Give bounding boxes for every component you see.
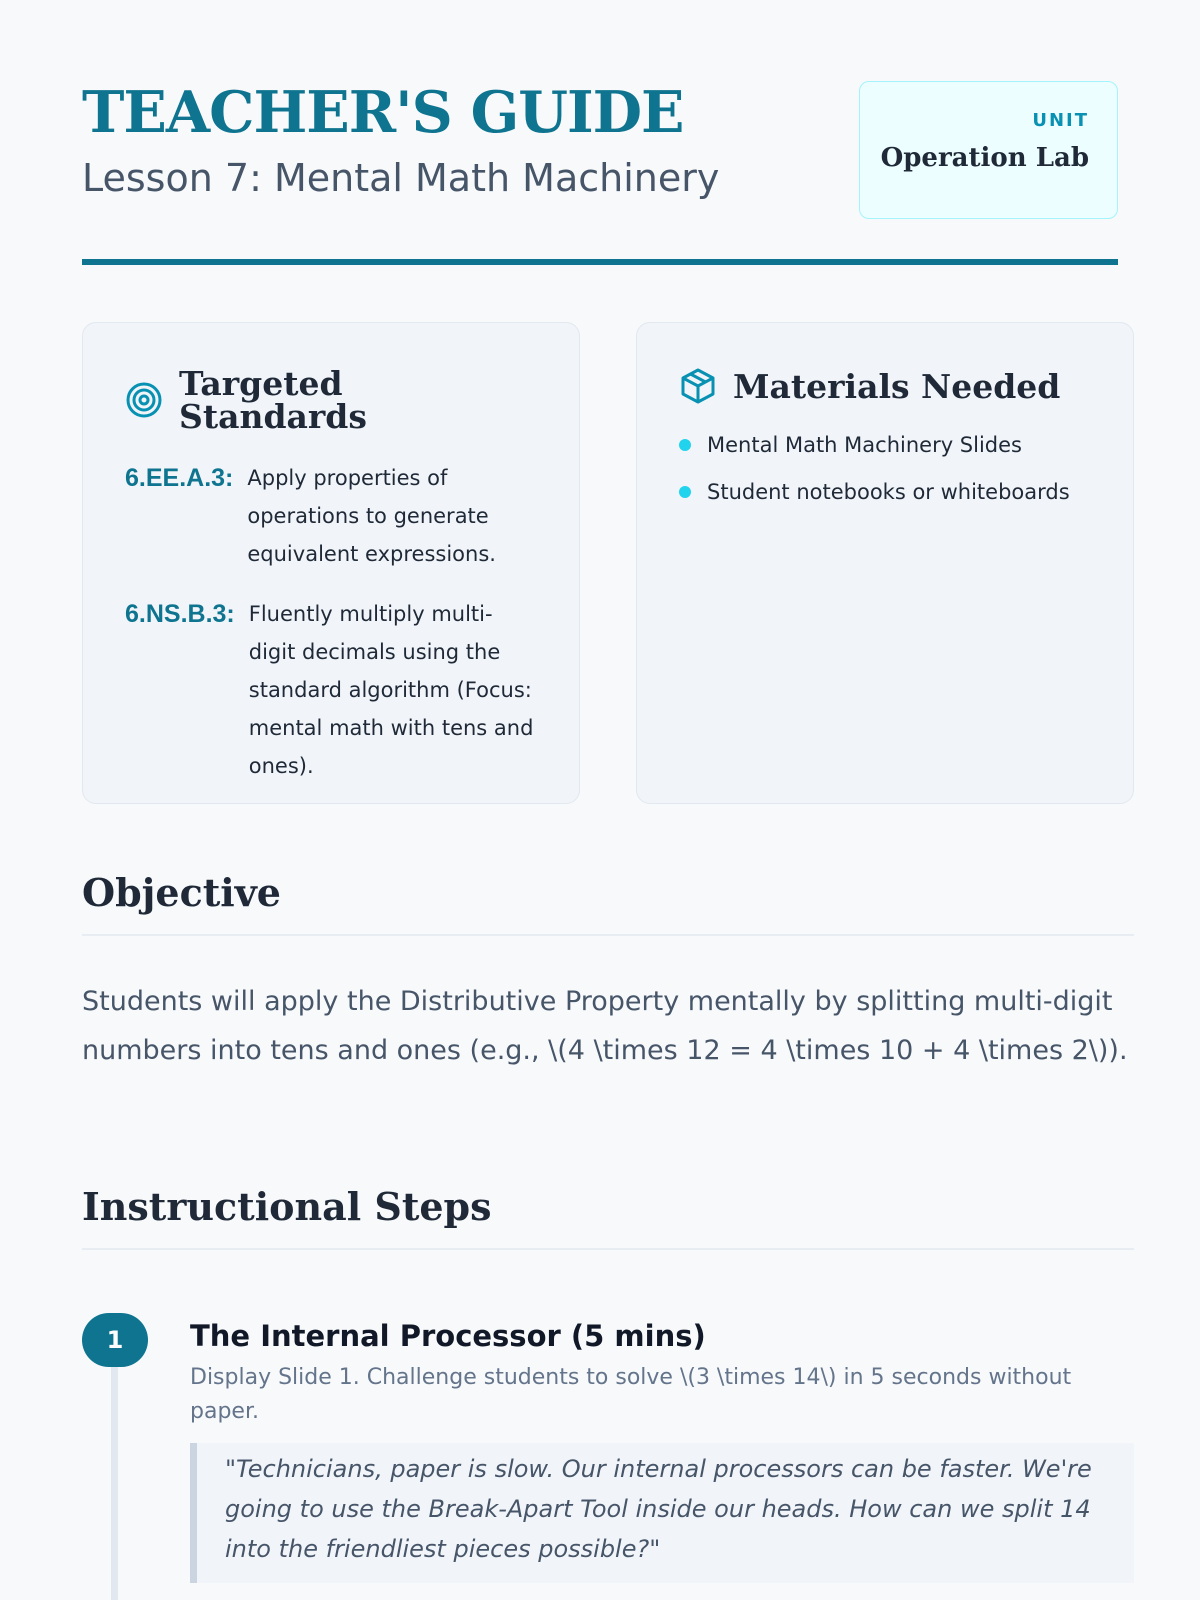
steps-divider bbox=[82, 1248, 1134, 1250]
lesson-subtitle: Lesson 7: Mental Math Machinery bbox=[82, 156, 720, 200]
material-label: Mental Math Machinery Slides bbox=[707, 433, 1022, 457]
standard-code: 6.NS.B.3: bbox=[125, 600, 235, 628]
standard-text: Apply properties of operations to generate equivalent expressions. bbox=[247, 466, 496, 566]
materials-card-header bbox=[679, 367, 1093, 405]
standard-item bbox=[125, 459, 539, 573]
list-item bbox=[679, 478, 1093, 506]
bullet-dot-icon bbox=[679, 486, 691, 498]
guide-title: TEACHER'S GUIDE bbox=[82, 79, 684, 146]
header-divider bbox=[82, 259, 1118, 265]
material-label: Student notebooks or whiteboards bbox=[707, 480, 1070, 504]
step-number-badge: 1 bbox=[82, 1313, 148, 1367]
step-body bbox=[190, 1317, 1134, 1583]
instructional-steps-heading: Instructional Steps bbox=[82, 1184, 492, 1229]
unit-label: UNIT bbox=[1032, 110, 1089, 131]
standard-item bbox=[125, 595, 539, 785]
objective-divider bbox=[82, 934, 1134, 936]
target-icon bbox=[125, 381, 163, 419]
standard-code: 6.EE.A.3: bbox=[125, 464, 234, 492]
step-teacher-quote: "Technicians, paper is slow. Our internal processors can be faster. We're going to use the Break-Apart Tool inside our heads. How can we split 14 into the friendliest pieces possible?" bbox=[190, 1443, 1134, 1583]
materials-title: Materials Needed bbox=[733, 366, 1061, 406]
objective-text: Students will apply the Distributive Property mentally by splitting multi-digit numbers into tens and ones (e.g., \(4 \times 12 = 4 \times 10 + 4 \times 2\)). bbox=[82, 986, 1128, 1066]
standards-title: Targeted Standards bbox=[179, 364, 367, 436]
bullet-dot-icon bbox=[679, 439, 691, 451]
standards-card bbox=[82, 322, 580, 804]
standards-card-header bbox=[125, 364, 539, 436]
info-cards bbox=[82, 322, 1134, 804]
page-header bbox=[82, 0, 1118, 267]
unit-name: Operation Lab bbox=[880, 143, 1089, 173]
materials-card bbox=[636, 322, 1134, 804]
standard-text: Fluently multiply multi-digit decimals using the standard algorithm (Focus: mental math with tens and ones). bbox=[248, 602, 534, 778]
step-item bbox=[82, 1313, 1134, 1600]
unit-badge bbox=[859, 81, 1118, 219]
list-item bbox=[679, 431, 1093, 459]
cube-icon bbox=[679, 367, 717, 405]
step-title: The Internal Processor (5 mins) bbox=[190, 1319, 706, 1353]
step-description: Display Slide 1. Challenge students to solve \(3 \times 14\) in 5 seconds without paper. bbox=[190, 1365, 1072, 1424]
objective-heading: Objective bbox=[82, 870, 281, 915]
materials-list bbox=[679, 431, 1093, 506]
step-timeline-line bbox=[111, 1367, 118, 1600]
